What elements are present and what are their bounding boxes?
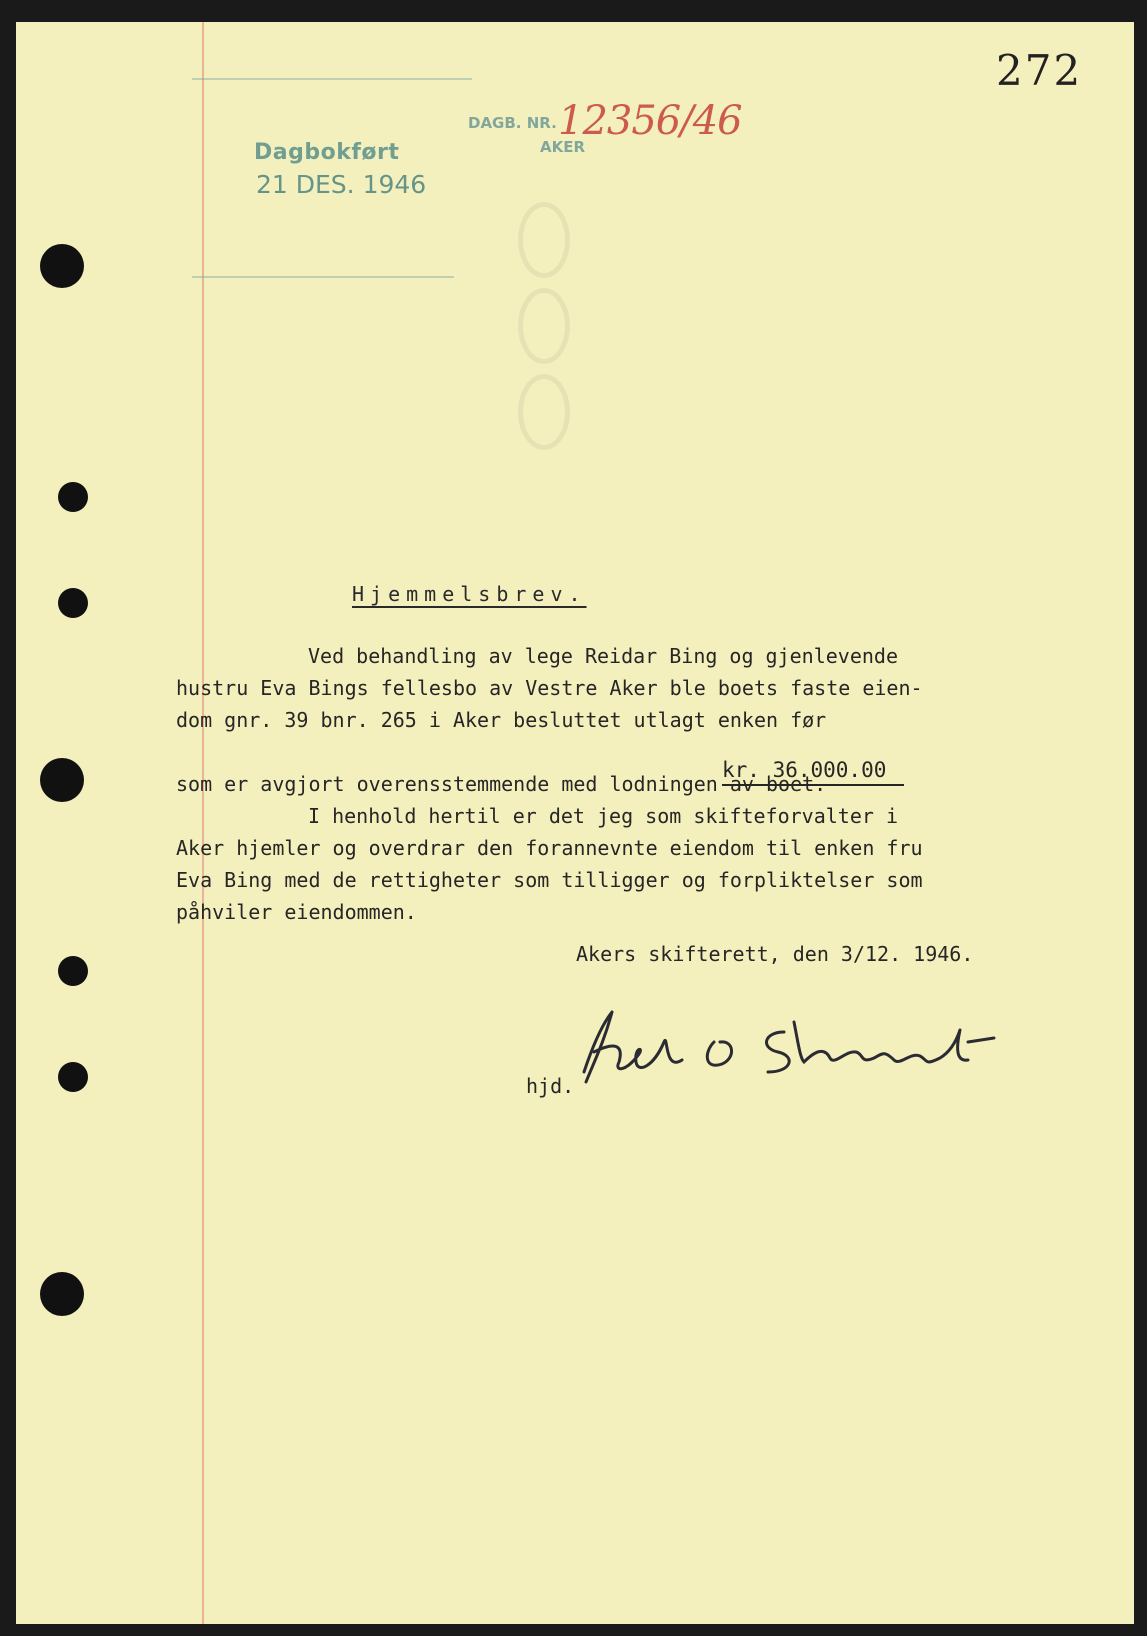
paragraph-2-line: I henhold hertil er det jeg som skifteforvalter i bbox=[308, 804, 899, 828]
punch-hole bbox=[40, 1272, 84, 1316]
amount-value: kr. 36.000.00 bbox=[722, 758, 904, 786]
paper-watermark bbox=[484, 192, 604, 460]
document-page bbox=[16, 22, 1134, 1624]
document-title: Hjemmelsbrev. bbox=[352, 582, 587, 606]
punch-hole bbox=[58, 588, 88, 618]
punch-hole bbox=[40, 758, 84, 802]
paragraph-1-line: hustru Eva Bings fellesbo av Vestre Aker ble boets faste eien- bbox=[176, 676, 923, 700]
dagbok-stamp-date: 21 DES. 1946 bbox=[256, 170, 427, 199]
signature bbox=[564, 1002, 1004, 1092]
paragraph-1-line: dom gnr. 39 bnr. 265 i Aker besluttet utlagt enken før bbox=[176, 708, 827, 732]
stamp-border-line bbox=[192, 276, 454, 278]
margin-rule bbox=[202, 22, 204, 1624]
paragraph-1-line: som er avgjort overensstemmende med lodningen av boet. bbox=[176, 772, 827, 796]
dagbok-stamp-label: Dagbokført bbox=[254, 140, 400, 165]
place-and-date: Akers skifterett, den 3/12. 1946. bbox=[576, 942, 974, 966]
dagb-office: AKER bbox=[540, 138, 586, 156]
punch-hole bbox=[58, 956, 88, 986]
dagb-nr-value: 12356/46 bbox=[558, 98, 742, 144]
punch-hole bbox=[40, 244, 84, 288]
paragraph-1-line: Ved behandling av lege Reidar Bing og gjenlevende bbox=[308, 644, 899, 668]
punch-hole bbox=[58, 1062, 88, 1092]
initials: hjd. bbox=[526, 1074, 575, 1098]
paragraph-2-line: Eva Bing med de rettigheter som tilligger og forpliktelser som bbox=[176, 868, 923, 892]
dagb-nr-label: DAGB. NR. bbox=[468, 114, 557, 132]
paragraph-2-line: Aker hjemler og overdrar den forannevnte eiendom til enken fru bbox=[176, 836, 923, 860]
page-number: 272 bbox=[996, 46, 1083, 95]
paragraph-2-line: påhviler eiendommen. bbox=[176, 900, 417, 924]
stamp-border-line bbox=[192, 78, 472, 80]
punch-hole bbox=[58, 482, 88, 512]
